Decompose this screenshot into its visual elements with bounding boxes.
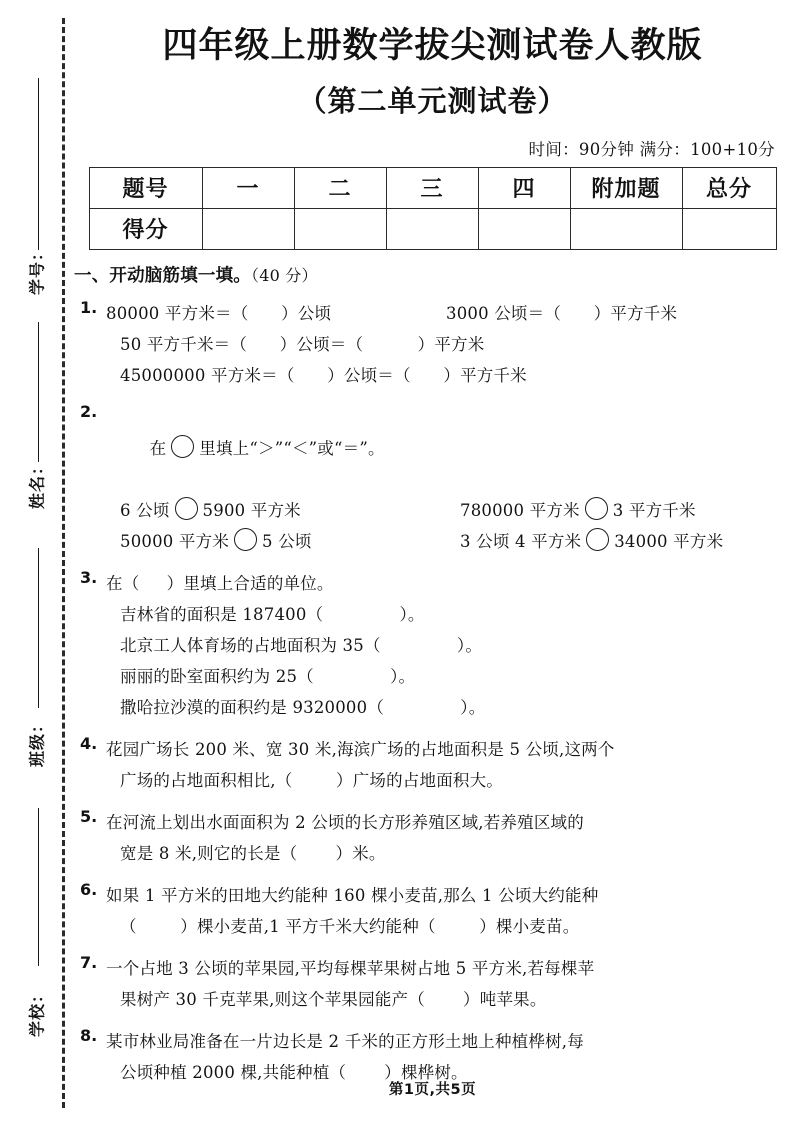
question-line: 某市林业局准备在一片边长是 2 千米的正方形土地上种植桦树,每 [106, 1031, 584, 1051]
question-text: 里填上“＞”“＜”或“＝”。 [199, 438, 385, 458]
question-line: 果树产 30 千克苹果,则这个苹果园能产（ ）吨苹果。 [120, 989, 547, 1009]
score-table-header-cell: 题号 [89, 167, 202, 208]
tear-off-dashed-line [62, 18, 65, 1108]
score-input-cell[interactable] [294, 208, 386, 249]
margin-label-class: 班级： [27, 716, 47, 768]
question-text [460, 495, 779, 526]
margin-label-school: 学校： [27, 986, 47, 1038]
score-input-cell[interactable] [386, 208, 478, 249]
question-line: 北京工人体育场的占地面积为 35（ ）。 [120, 635, 483, 655]
score-table-header-cell: 一 [202, 167, 294, 208]
answer-circle[interactable] [171, 435, 194, 458]
question-line: 一个占地 3 公顷的苹果园,平均每棵苹果树占地 5 平方米,若每棵苹 [106, 958, 595, 978]
question-text-post: 34000 平方米 [614, 531, 724, 551]
question-line [106, 298, 779, 329]
question-number: 7. [80, 952, 98, 972]
question-number: 4. [80, 733, 98, 753]
question-number: 8. [80, 1025, 98, 1045]
write-line-student-number [38, 78, 39, 250]
section-heading-text: 一、开动脑筋填一填。 [74, 265, 251, 286]
title-block [72, 0, 793, 120]
question-number: 3. [80, 567, 98, 587]
question-text-post: 5900 平方米 [202, 500, 301, 520]
question-text: 在 [149, 438, 167, 458]
exam-meta: 时间：90分钟 满分：100+10分 [528, 139, 775, 159]
question-number: 5. [80, 806, 98, 826]
question-text: 3000 公顷＝（ ）平方千米 [446, 303, 678, 323]
question-line: 45000000 平方米＝（ ）公顷＝（ ）平方千米 [120, 365, 527, 385]
question-line: （ ）棵小麦苗,1 平方千米大约能种（ ）棵小麦苗。 [120, 916, 580, 936]
question-text-pre: 780000 平方米 [460, 500, 580, 520]
page-subtitle: （第二单元测试卷） [297, 83, 568, 118]
score-table-header-cell: 附加题 [570, 167, 682, 208]
question-line [106, 526, 779, 557]
score-row-label: 得分 [89, 208, 202, 249]
section-points: （40 分） [251, 265, 318, 285]
question-content [72, 262, 793, 1088]
section-heading-1 [74, 262, 779, 287]
question-text [120, 495, 460, 526]
score-input-cell[interactable] [478, 208, 570, 249]
question-line: 吉林省的面积是 187400（ ）。 [120, 604, 425, 624]
question-line: 花园广场长 200 米、宽 30 米,海滨广场的占地面积是 5 公顷,这两个 [106, 739, 615, 759]
question-6 [74, 880, 779, 942]
page-footer: 第1页,共5页 [388, 1082, 477, 1098]
question-text-pre: 50000 平方米 [120, 531, 230, 551]
answer-circle[interactable] [175, 497, 198, 520]
question-number: 2. [80, 401, 98, 421]
question-line: 在河流上划出水面面积为 2 公顷的长方形养殖区域,若养殖区域的 [106, 812, 584, 832]
question-text [460, 526, 779, 557]
question-line [106, 402, 779, 495]
score-table-header-row [89, 167, 776, 208]
question-line: 宽是 8 米,则它的长是（ ）米。 [120, 843, 386, 863]
exam-sheet [72, 0, 793, 1122]
question-line: 广场的占地面积相比,（ ）广场的占地面积大。 [120, 770, 504, 790]
score-table [89, 167, 777, 250]
score-table-header-cell: 总分 [682, 167, 776, 208]
score-table-header-cell: 三 [386, 167, 478, 208]
score-table-row [89, 208, 776, 249]
question-text-pre: 3 公顷 4 平方米 [460, 531, 582, 551]
score-input-cell[interactable] [682, 208, 776, 249]
write-line-student-name [38, 322, 39, 462]
question-line: 丽丽的卧室面积约为 25（ ）。 [120, 666, 416, 686]
margin-label-student-number: 学号： [27, 244, 47, 296]
question-text-post: 3 平方千米 [612, 500, 696, 520]
write-line-class [38, 548, 39, 708]
question-2 [74, 402, 779, 557]
question-5 [74, 807, 779, 869]
question-line [106, 495, 779, 526]
question-1 [74, 298, 779, 391]
question-text [120, 526, 460, 557]
answer-circle[interactable] [586, 528, 609, 551]
page-title: 四年级上册数学拔尖测试卷人教版 [162, 25, 703, 66]
question-text-post: 5 公顷 [262, 531, 312, 551]
question-line: 公顷种植 2000 棵,共能种植（ ）棵桦树。 [120, 1062, 468, 1082]
question-3 [74, 568, 779, 723]
write-line-school [38, 808, 39, 966]
score-input-cell[interactable] [570, 208, 682, 249]
margin-label-student-name: 姓名： [27, 458, 47, 510]
left-margin-strip [0, 0, 72, 1122]
question-text-pre: 6 公顷 [120, 500, 170, 520]
score-input-cell[interactable] [202, 208, 294, 249]
answer-circle[interactable] [585, 497, 608, 520]
question-line: 在（ ）里填上合适的单位。 [106, 573, 334, 593]
question-line: 撒哈拉沙漠的面积约是 9320000（ ）。 [120, 697, 486, 717]
question-line: 如果 1 平方米的田地大约能种 160 棵小麦苗,那么 1 公顷大约能种 [106, 885, 599, 905]
question-number: 1. [80, 297, 98, 317]
score-table-header-cell: 四 [478, 167, 570, 208]
score-table-header-cell: 二 [294, 167, 386, 208]
question-number: 6. [80, 879, 98, 899]
question-4 [74, 734, 779, 796]
question-line: 50 平方千米＝（ ）公顷＝（ ）平方米 [120, 334, 485, 354]
question-text: 80000 平方米＝（ ）公顷 [106, 303, 332, 323]
answer-circle[interactable] [234, 528, 257, 551]
question-7 [74, 953, 779, 1015]
